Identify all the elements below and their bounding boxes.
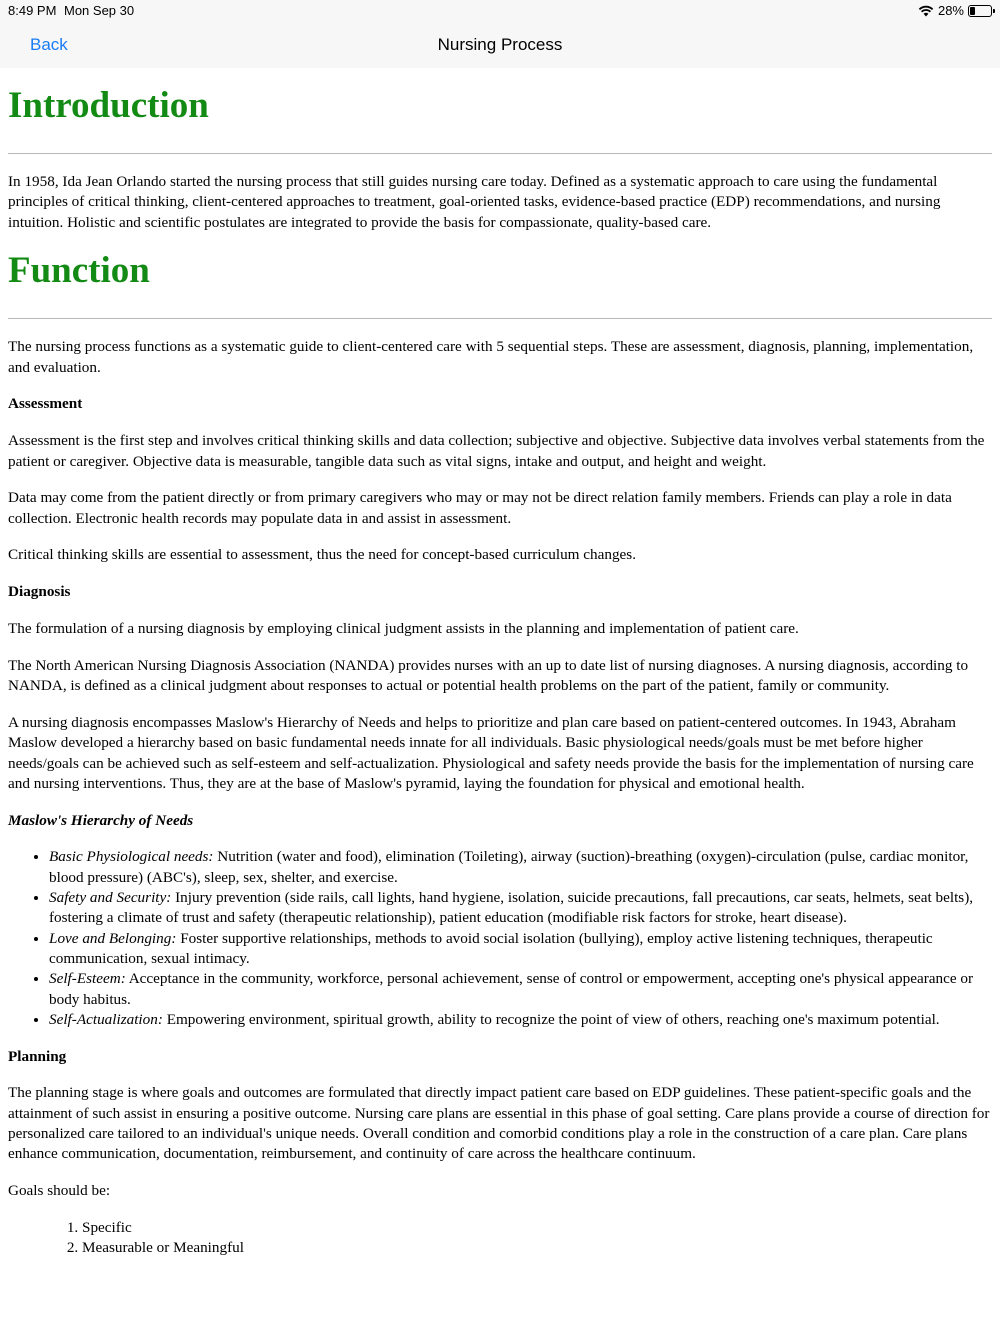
maslow-list	[8, 847, 992, 1030]
list-item-text: Foster supportive relationships, methods to avoid social isolation (bullying), employ active listening techniques, therapeutic communication, sexual intimacy.	[49, 929, 933, 967]
wifi-icon	[918, 5, 934, 17]
status-right	[918, 3, 992, 18]
list-item	[49, 969, 992, 1010]
battery-percent: 28%	[937, 3, 964, 18]
list-item-term: Self-Esteem:	[49, 970, 126, 988]
diagnosis-heading: Diagnosis	[8, 583, 71, 601]
diagnosis-paragraph: The North American Nursing Diagnosis Association (NANDA) provides nurses with an up to date list of nursing diagnoses. A nursing diagnosis, according to NANDA, is defined as a clinical judgment about responses to actual or potential health problems on the part of the patient, family or community.	[8, 656, 969, 695]
divider	[8, 318, 992, 319]
battery-fill	[970, 7, 975, 15]
assessment-paragraph: Assessment is the first step and involves critical thinking skills and data collection; subjective and objective. Subjective data involves verbal statements from the patient or caregiver. Objective data is measurable, tangible data such as vital signs, intake and output, and height and weight.	[8, 432, 985, 470]
divider	[8, 153, 992, 154]
diagnosis-paragraph: A nursing diagnosis encompasses Maslow's Hierarchy of Needs and helps to prioritize and plan care based on patient-centered outcomes. In 1943, Abraham Maslow developed a hierarchy based on basic fundamental needs innate for all individuals. Basic physiological needs/goals must be met before higher needs/goals can be achieved such as self-esteem and self-actualization. Physiological and safety needs provide the basis for the implementation of nursing care and nursing interventions. Thus, they are at the base of Maslow's pyramid, laying the foundation for physical and emotional health.	[8, 713, 974, 792]
list-item	[49, 1010, 992, 1030]
status-date: Mon Sep 30	[64, 3, 135, 18]
intro-heading: Introduction	[8, 85, 209, 126]
goals-intro: Goals should be:	[8, 1182, 111, 1200]
list-item-text: Nutrition (water and food), elimination (Toileting), airway (suction)-breathing (oxygen)-circulation (pulse, cardiac monitor, blood pressure) (ABC's), sleep, sex, shelter, and exercise.	[49, 848, 969, 886]
back-button[interactable]: Back	[30, 35, 68, 54]
maslow-heading: Maslow's Hierarchy of Needs	[8, 811, 194, 829]
nav-bar	[0, 22, 1000, 68]
function-heading: Function	[8, 250, 150, 292]
battery-nub	[993, 9, 995, 13]
list-item	[49, 929, 992, 970]
list-item: 2. Measurable or Meaningful	[82, 1238, 992, 1258]
list-item-text: Injury prevention (side rails, call lights, hand hygiene, isolation, suicide precautions, fall precautions, car seats, helmets, seat belts), fostering a climate of trust and safety (therapeutic relationship), patient education (modifiable risk factors for stroke, heart disease).	[49, 889, 974, 927]
goals-list	[8, 1218, 992, 1259]
function-paragraph: The nursing process functions as a systematic guide to client-centered care with 5 sequential steps. These are assessment, diagnosis, planning, implementation, and evaluation.	[8, 338, 974, 376]
list-item-term: Self-Actualization:	[49, 1010, 163, 1028]
assessment-paragraph: Data may come from the patient directly or from primary caregivers who may or may not be direct relation family members. Friends can play a role in data collection. Electronic health records may populate data in and assist in assessment.	[8, 489, 952, 527]
status-time: 8:49 PM	[8, 3, 57, 18]
diagnosis-paragraph: The formulation of a nursing diagnosis by employing clinical judgment assists in the planning and implementation of patient care.	[8, 620, 799, 638]
article-content	[8, 68, 992, 1258]
list-item	[49, 888, 992, 929]
list-item-text: Acceptance in the community, workforce, personal achievement, sense of control or empowerment, accepting one's physical appearance or body habitus.	[49, 970, 974, 1008]
nav-title: Nursing Process	[437, 35, 563, 54]
assessment-heading: Assessment	[8, 395, 83, 413]
list-item-text: Empowering environment, spiritual growth, ability to recognize the point of view of others, reaching one's maximum potential.	[162, 1010, 940, 1028]
intro-paragraph: In 1958, Ida Jean Orlando started the nursing process that still guides nursing care today. Defined as a systematic approach to care using the fundamental principles of critical thinking, client-centered approaches to treatment, goal-oriented tasks, evidence-based practice (EDP) recommendations, and nursing intuition. Holistic and scientific postulates are integrated to provide the basis for compassionate, quality-based care.	[8, 173, 941, 231]
list-item-term: Love and Belonging:	[49, 929, 177, 947]
list-item-term: Safety and Security:	[49, 889, 172, 907]
list-item-term: Basic Physiological needs:	[49, 848, 214, 866]
list-item	[49, 847, 992, 888]
assessment-paragraph: Critical thinking skills are essential to assessment, thus the need for concept-based curriculum changes.	[8, 546, 636, 564]
planning-heading: Planning	[8, 1047, 67, 1065]
battery-icon	[968, 5, 992, 17]
status-bar	[0, 0, 1000, 22]
list-item: 1. Specific	[82, 1218, 992, 1238]
planning-paragraph: The planning stage is where goals and outcomes are formulated that directly impact patient care based on EDP guidelines. These patient-specific goals and the attainment of such assist in ensuring a positive outcome. Nursing care plans are essential in this phase of goal setting. Care plans provide a course of direction for personalized care tailored to an individual's unique needs. Overall condition and comorbid conditions play a role in the construction of a care plan. Care plans enhance communication, documentation, reimbursement, and continuity of care across the healthcare continuum.	[8, 1084, 990, 1163]
